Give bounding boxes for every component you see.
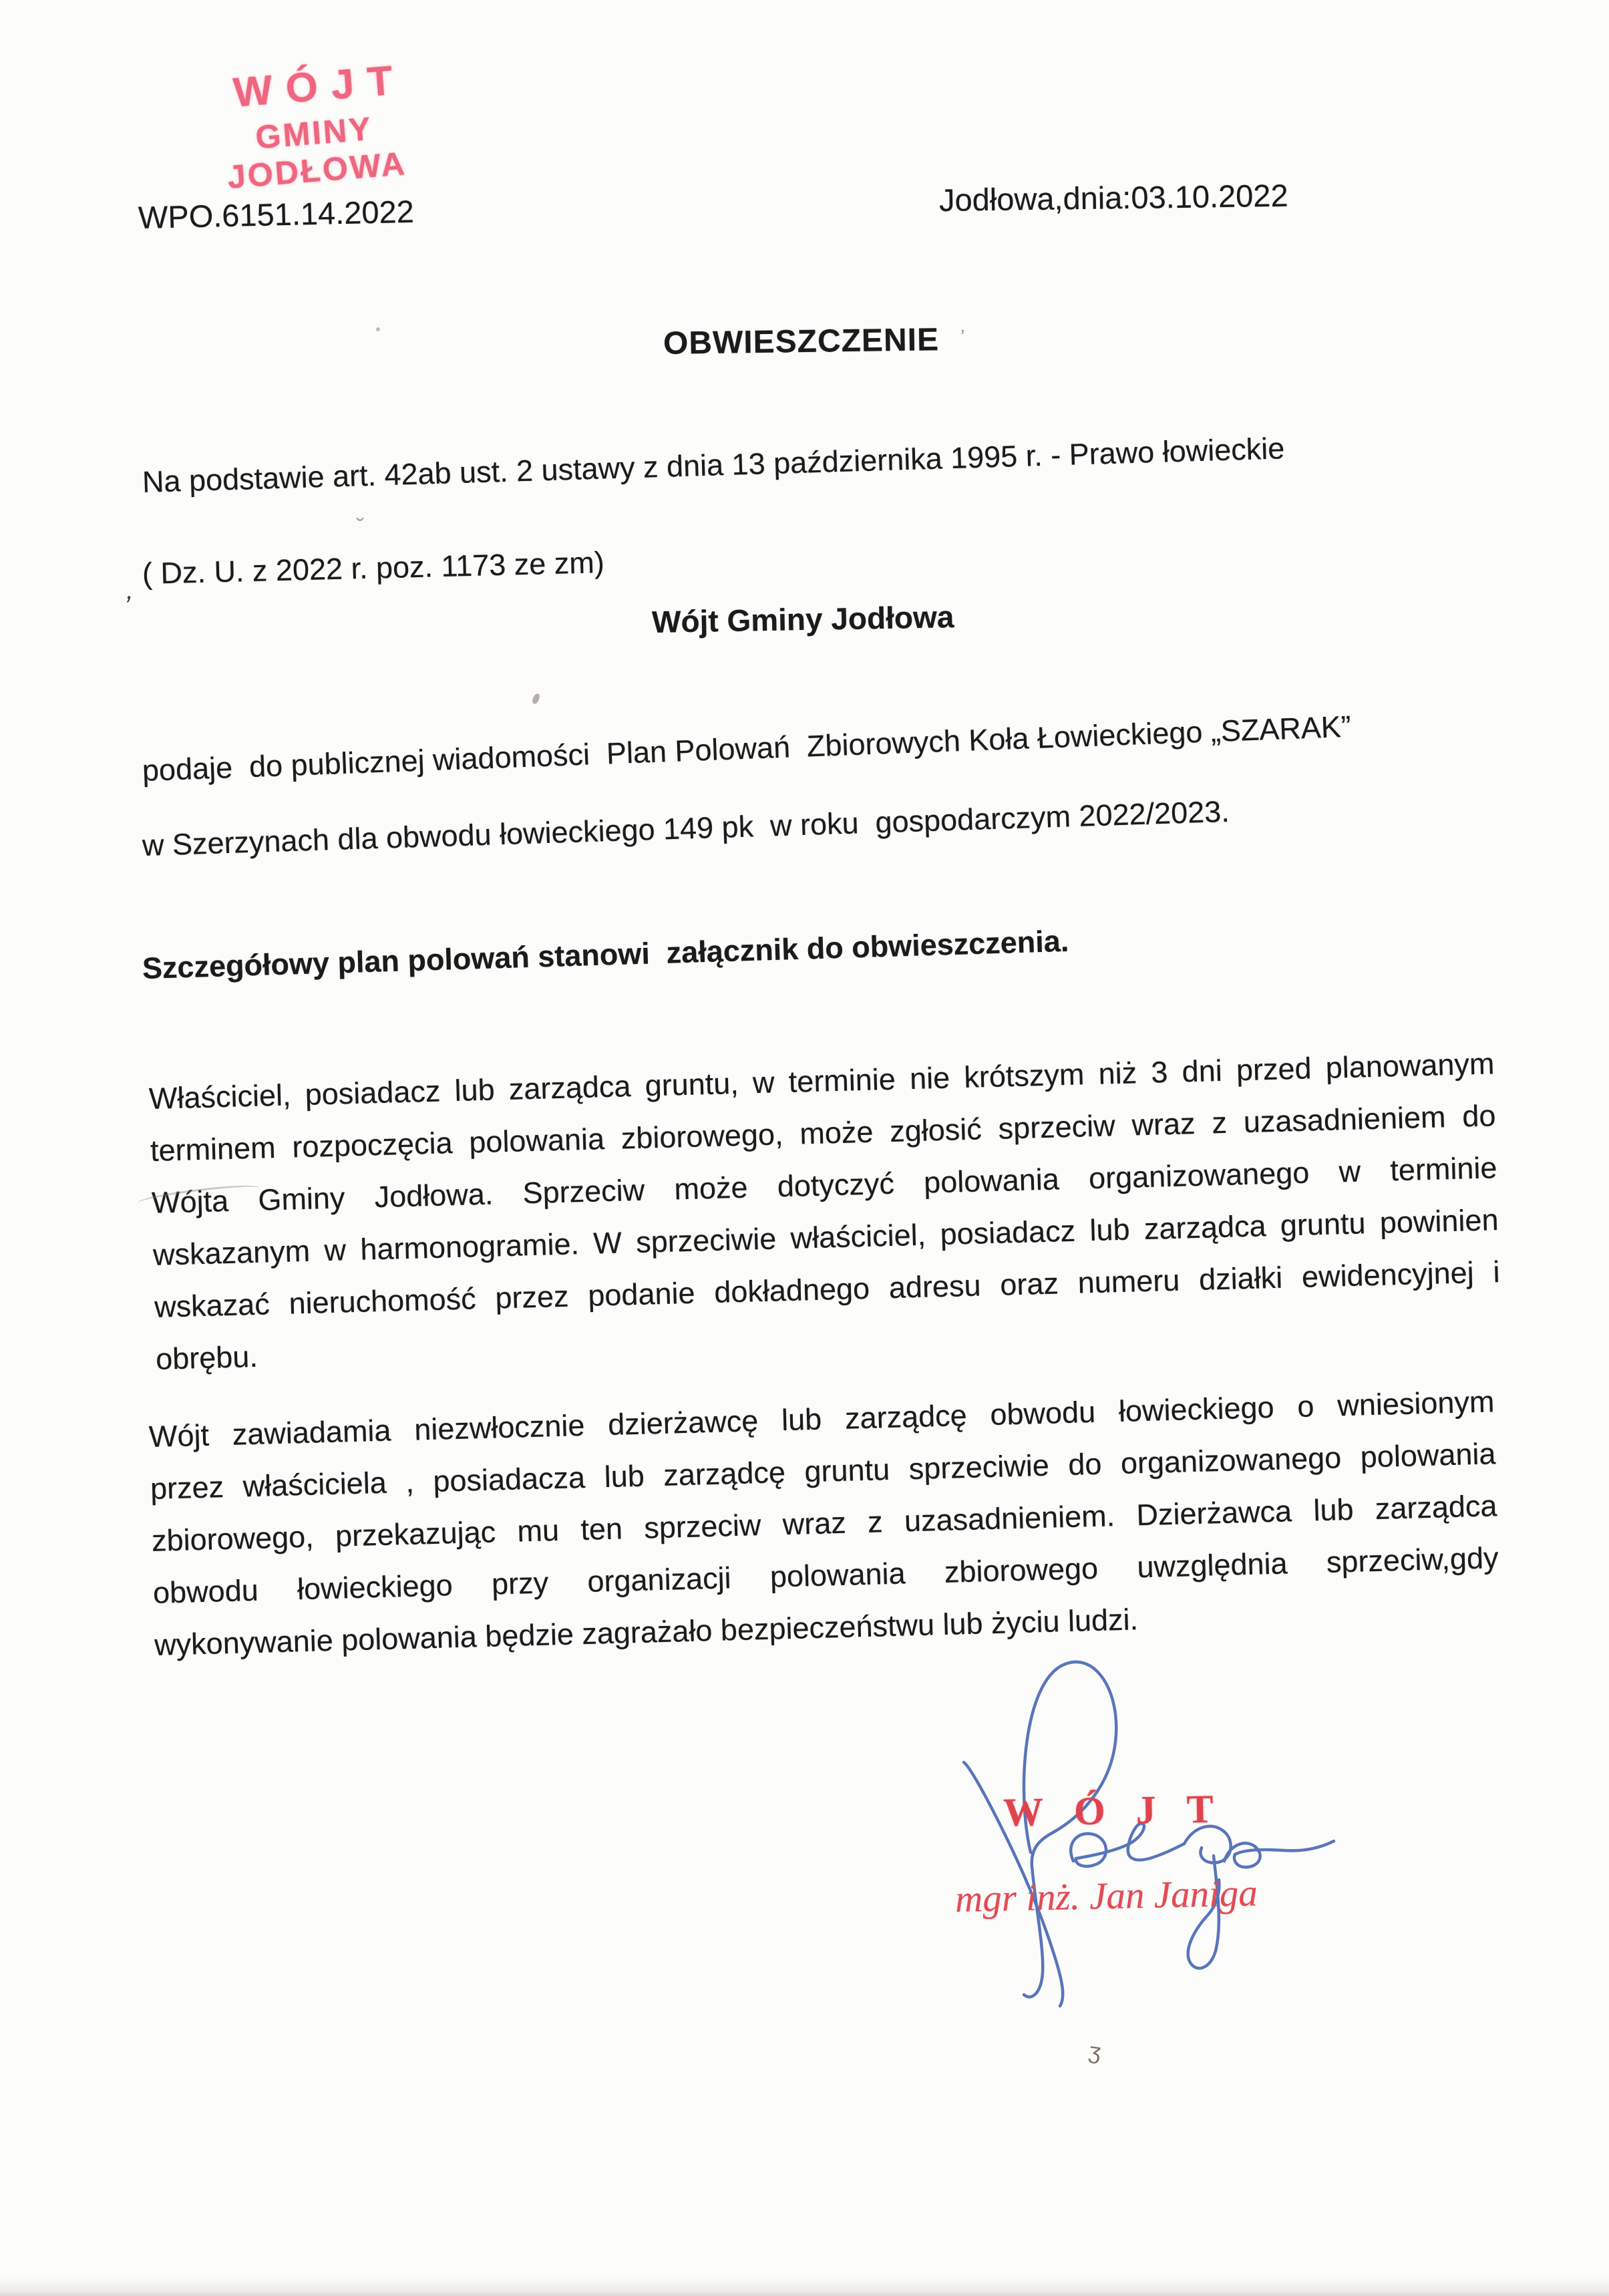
scan-artifact-comma: ,: [123, 575, 138, 606]
reference-number: WPO.6151.14.2022: [138, 193, 415, 235]
objection-paragraph: [148, 1037, 1502, 1385]
scan-artifact-dot: [376, 327, 380, 331]
paragraph-line: Wójta Gminy Jodłowa. Sprzeciw może dotyczyć polowania organizowanego w terminie: [151, 1150, 1498, 1220]
office-stamp-line1: WÓJT: [231, 56, 408, 116]
paragraph-line: przez właściciela , posiadacza lub zarządcę gruntu sprzeciwie do organizowanego polowania: [150, 1436, 1497, 1506]
scan-artifact-speck: [532, 693, 541, 705]
paragraph-line: obrębu.: [155, 1339, 258, 1376]
announcement-line-1: podaje do publicznej wiadomości Plan Polowań Zbiorowych Koła Łowieckiego „SZARAK”: [142, 709, 1352, 788]
scan-artifact-ezh: ʒ: [1087, 2037, 1103, 2066]
paragraph-line: obwodu łowieckiego przy organizacji polowania zbiorowego uwzględnia sprzeciw,gdy: [152, 1540, 1499, 1610]
paragraph-line: wykonywanie polowania będzie zagrażało bezpieczeństwu lub życiu ludzi.: [154, 1602, 1139, 1662]
legal-basis-line-2: ( Dz. U. z 2022 r. poz. 1173 ze zm): [142, 545, 605, 591]
document-date: Jodłowa,dnia:03.10.2022: [938, 177, 1288, 218]
paragraph-line: wskazanym w harmonogramie. W sprzeciwie właściciel, posiadacz lub zarządca gruntu powinien: [152, 1202, 1499, 1272]
paragraph-line: Wójt zawiadamia niezwłocznie dzierżawcę lub zarządcę obwodu łowieckiego o wniesionym: [148, 1384, 1495, 1454]
scan-edge-shadow: [0, 2277, 1609, 2296]
paragraph-line: zbiorowego, przekazując mu ten sprzeciw wraz z uzasadnieniem. Dzierżawca lub zarządca: [151, 1488, 1498, 1558]
paragraph-line: Właściciel, posiadacz lub zarządca gruntu, w terminie nie krótszym niż 3 dni przed planowanym: [148, 1046, 1495, 1116]
paragraph-line: wskazać nieruchomość przez podanie dokładnego adresu oraz numeru działki ewidencyjnej i: [154, 1255, 1501, 1324]
issuer-heading: Wójt Gminy Jodłowa: [651, 599, 954, 639]
paragraph-line: terminem rozpoczęcia polowania zbiorowego, może zgłosić sprzeciw wraz z uzasadnieniem do: [150, 1098, 1497, 1168]
legal-basis-line-1: Na podstawie art. 42ab ust. 2 ustawy z dnia 13 października 1995 r. - Prawo łowieckie: [142, 431, 1285, 499]
office-stamp-line2: GMINY JODŁOWA: [226, 110, 408, 196]
scan-artifact-tick: ’: [958, 325, 966, 347]
signature-name: mgr inż. Jan Janiga: [954, 1872, 1258, 1921]
document-title: OBWIESZCZENIE: [663, 322, 940, 361]
office-stamp: [162, 52, 465, 201]
notification-paragraph: [148, 1375, 1501, 1671]
signature-stamp: WÓJT: [1003, 1786, 1245, 1835]
scan-artifact-breve: ˘: [357, 514, 365, 540]
signature-tail-stroke: [1224, 1841, 1334, 1867]
attachment-note: Szczegółowy plan polowań stanowi załącznik do obwieszczenia.: [142, 923, 1069, 985]
announcement-line-2: w Szerzynach dla obwodu łowieckiego 149 pk w roku gospodarczym 2022/2023.: [142, 794, 1230, 862]
